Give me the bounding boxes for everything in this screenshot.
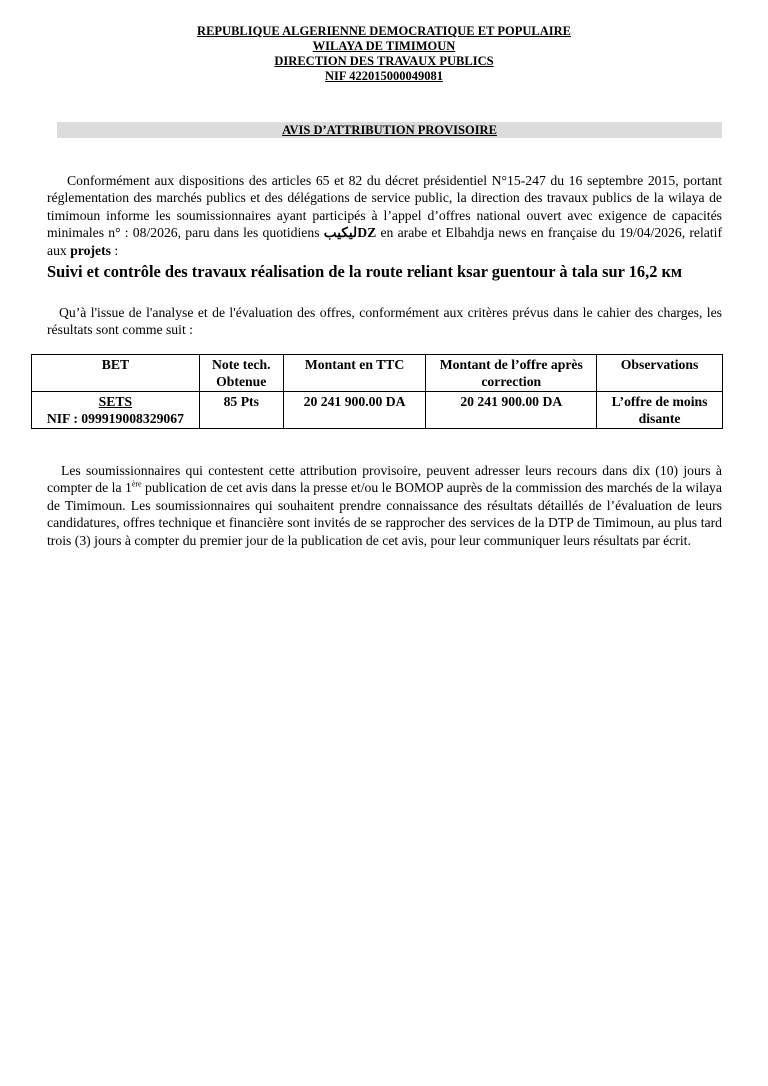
table-row	[32, 392, 723, 429]
header-montant-ttc: Montant en TTC	[283, 355, 426, 392]
newspaper-dz: DZ	[357, 225, 377, 241]
header-nif: NIF 422015000049081	[325, 69, 443, 83]
intro-text: Conformément aux dispositions des articles 65 et 82 du décret présidentiel N°15-247 du 16 septembre 2015, portant réglementation des marchés publics et des délégations de service public, la direction des travaux publics de la wilaya de timimoun informe les soumissionnaires ayant participés à l’appel d’offres national ouvert avec exigence de capacités minimales n° : 08/2026, paru dans les quotidiens	[47, 173, 722, 241]
header-bet: BET	[32, 355, 200, 392]
document-header	[0, 24, 768, 84]
cell-note: 85 Pts	[199, 392, 283, 429]
results-table	[31, 354, 723, 429]
cell-bet	[32, 392, 200, 429]
closing-text-1: Les soumissionnaires qui contestent cette attribution provisoire, peuvent adresser leurs recours dans dix (10) jours à compter de la 1	[47, 463, 722, 496]
project-title: Suivi et contrôle des travaux réalisation de la route reliant ksar guentour à tala sur 16,2 км	[47, 262, 683, 281]
intro-colon: :	[111, 242, 119, 258]
intro-paragraph	[47, 172, 722, 259]
analysis-paragraph: Qu’à l'issue de l'analyse et de l'évaluation des offres, conformément aux critères prévus dans le cahier des charges, les résultats sont comme suit :	[47, 305, 722, 338]
closing-paragraph	[47, 462, 722, 549]
cell-montant-corrige: 20 241 900.00 DA	[426, 392, 597, 429]
table-header-row	[32, 355, 723, 392]
bet-nif: NIF : 099919008329067	[46, 411, 184, 426]
header-observations: Observations	[597, 355, 723, 392]
header-note: Note tech. Obtenue	[199, 355, 283, 392]
closing-text-2: publication de cet avis dans la presse et/ou le BOMOP auprès de la commission des marchés de la wilaya de Timimoun. Les soumissionnaires qui souhaitent prendre connaissance des résultats détaillés de l’évaluation de leurs candidatures, offres technique et financière sont invités de se rapprocher des services de la DTP de Timimoun, au plus tard trois (3) jours à compter du premier jour de la publication de cet avis, pour leur communiquer leurs résultats par écrit.	[47, 480, 722, 548]
header-republic: REPUBLIQUE ALGERIENNE DEMOCRATIQUE ET POPULAIRE	[197, 24, 571, 38]
bet-name: SETS	[98, 394, 133, 409]
projets-word: projets	[70, 242, 111, 258]
cell-observations: L’offre de moins disante	[597, 392, 723, 429]
intro-text-after: en arabe et Elbahdja news en française du 19/04/2026, relatif aux	[47, 225, 723, 258]
header-wilaya: WILAYA DE TIMIMOUN	[312, 39, 456, 53]
header-montant-corrige: Montant de l’offre après correction	[426, 355, 597, 392]
notice-title: AVIS D’ATTRIBUTION PROVISOIRE	[282, 123, 497, 137]
header-direction: DIRECTION DES TRAVAUX PUBLICS	[274, 54, 494, 68]
newspaper-arabic: ليكيب	[323, 225, 358, 241]
cell-montant-ttc: 20 241 900.00 DA	[283, 392, 426, 429]
closing-sup: ère	[131, 479, 142, 489]
notice-title-bar	[57, 122, 722, 138]
